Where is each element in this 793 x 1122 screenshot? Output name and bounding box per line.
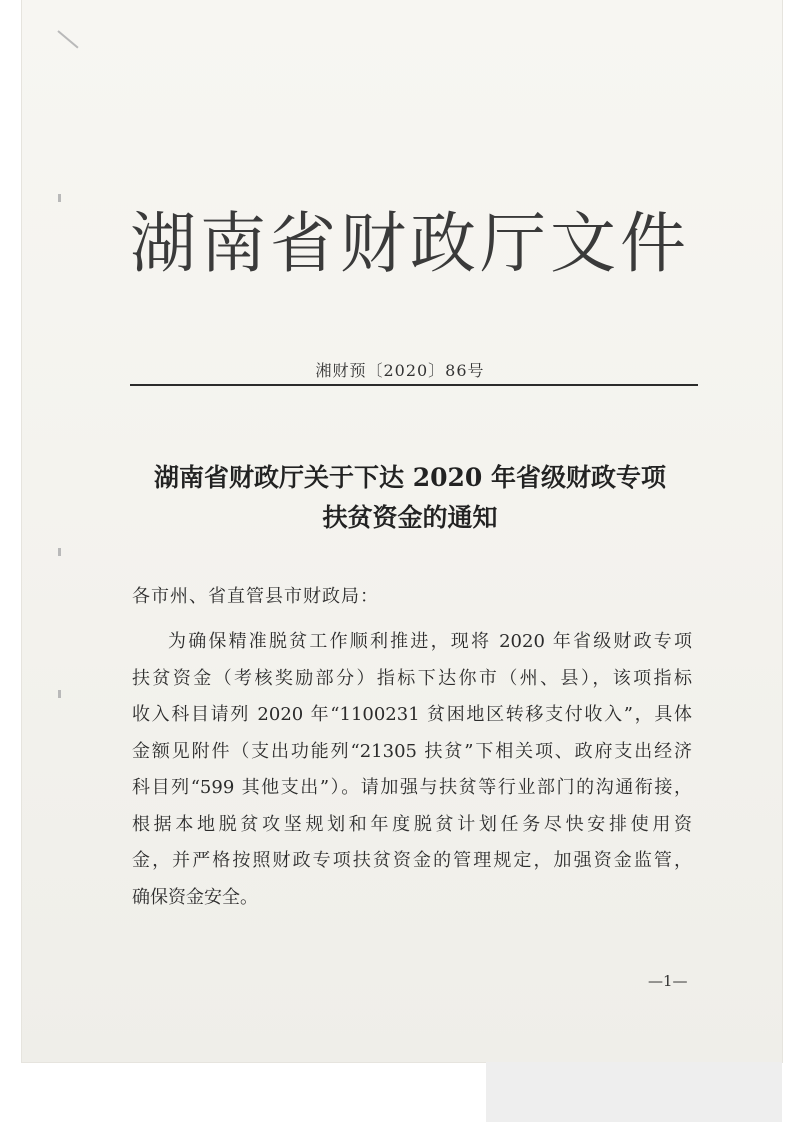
binding-hole-mark <box>58 690 61 698</box>
body-line: 金额见附件（支出功能列“21305 扶贫”下相关项、政府支出经济 <box>132 740 692 762</box>
notice-title-line-1: 湖南省财政厅关于下达 2020 年省级财政专项 <box>154 463 666 492</box>
background-patch <box>486 1062 782 1122</box>
notice-title-line-2: 扶贫资金的通知 <box>322 503 498 532</box>
body-line: 确保资金安全。 <box>132 886 258 908</box>
document-header-title: 湖南省财政厅文件 <box>130 205 690 282</box>
notice-title <box>120 458 700 538</box>
body-line: 为确保精准脱贫工作顺利推进，现将 2020 年省级财政专项 <box>168 631 692 652</box>
body-line: 科目列“599 其他支出”）。请加强与扶贫等行业部门的沟通衔接， <box>132 777 692 798</box>
binding-hole-mark <box>58 548 61 556</box>
document-number: 湘财预〔2020〕86号 <box>315 361 485 380</box>
salutation: 各市州、省直管县市财政局： <box>132 586 379 607</box>
body-line: 金，并严格按照财政专项扶贫资金的管理规定，加强资金监管， <box>132 850 692 871</box>
body-line: 收入科目请列 2020 年“1100231 贫困地区转移支付收入”，具体 <box>132 704 692 725</box>
header-divider <box>130 384 698 386</box>
body-paragraph <box>132 624 692 916</box>
page-number: —1— <box>648 972 688 990</box>
body-line: 扶贫资金（考核奖励部分）指标下达你市（州、县），该项指标 <box>132 667 692 689</box>
binding-hole-mark <box>58 194 61 202</box>
body-line: 根据本地脱贫攻坚规划和年度脱贫计划任务尽快安排使用资 <box>132 813 692 835</box>
